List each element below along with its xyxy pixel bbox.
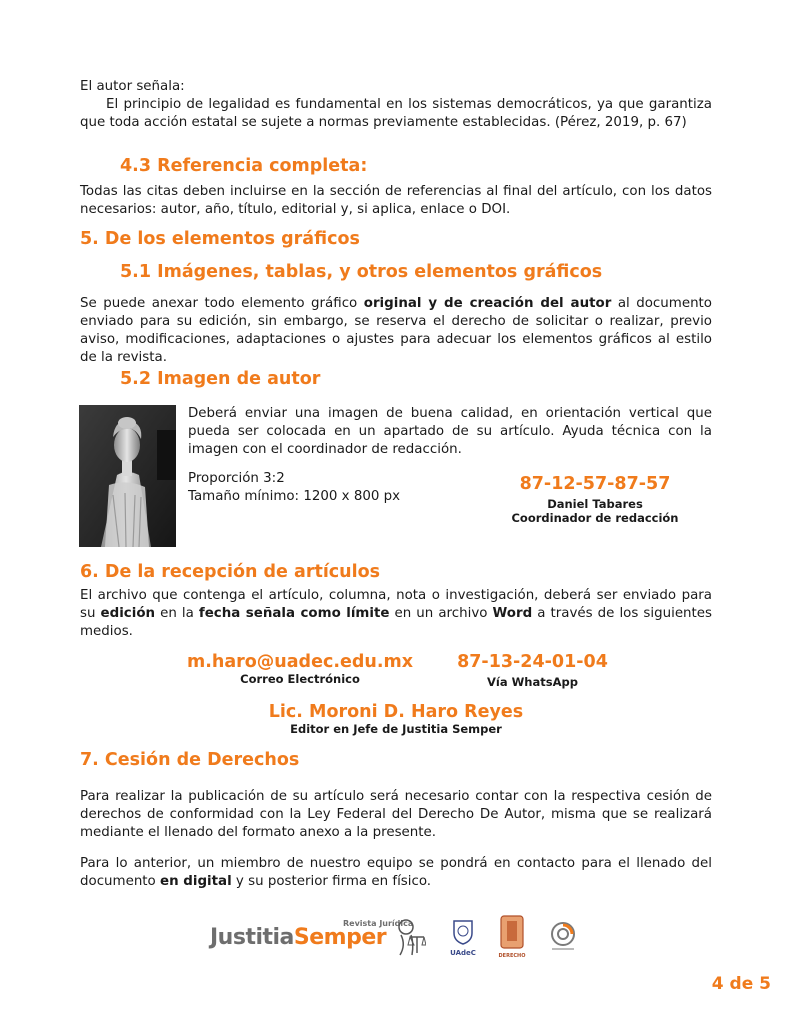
s7-paragraph-2 [80,855,712,891]
whatsapp-contact [440,652,625,689]
s6-body-b: en la [155,606,199,621]
heading-5-2: 5.2 Imagen de autor [120,369,321,389]
s7-p2-b: y su posterior firma en físico. [231,874,432,889]
intro-quote: El principio de legalidad es fundamental en los sistemas democráticos, ya que garantiza que toda acción estatal se sujete a normas previamente establecidas. (Pérez, 2019, p. 67) [80,97,712,130]
justitia-semper-logo [210,925,386,950]
institute-logo-icon [548,921,578,953]
s6-bold-edicion: edición [100,606,156,621]
editor-contact [246,702,546,736]
email-label: Correo Electrónico [240,672,360,686]
coordinator-name: Daniel Tabares [547,497,643,511]
intro-lead: El autor señala: [80,79,185,94]
coordinator-contact [490,474,700,525]
s43-body: Todas las citas deben incluirse en la sección de referencias al final del artículo, con los datos necesarios: autor, año, título, editorial y, si aplica, enlace o DOI. [80,184,712,217]
uadec-label: UAdeC [450,949,476,957]
s5-body-a: Se puede anexar todo elemento gráfico [80,296,364,311]
s6-body-c: en un archivo [389,606,493,621]
min-size-text: Tamaño mínimo: 1200 x 800 px [188,489,401,504]
derecho-crest-icon [500,915,524,949]
coordinator-role: Coordinador de redacción [511,511,679,525]
s6-bold-word: Word [492,606,533,621]
page-number: 4 de 5 [711,974,771,994]
s6-body [80,587,712,641]
heading-4-3: 4.3 Referencia completa: [120,156,368,176]
s5-body-b: al documento enviado para su edición, sin embargo, se reserva el derecho de solicitar o realizar, previo aviso, modificaciones, adaptaciones o ajustes para adecuar los elementos gráficos al estilo de la revista. [80,296,712,365]
email-address[interactable]: m.haro@uadec.edu.mx [186,652,413,672]
heading-7: 7. Cesión de Derechos [80,750,300,770]
uadec-shield-icon [452,919,474,945]
editor-role: Editor en Jefe de Justitia Semper [290,722,502,736]
heading-5-1: 5.1 Imágenes, tablas, y otros elementos gráficos [120,262,603,282]
logo-justitia: Justitia [210,925,294,950]
themis-logo-icon [396,917,426,957]
s6-body-a: El archivo que contenga el artículo, columna, nota o investigación, deberá ser enviado para su [80,588,712,621]
logo-subtitle: Revista Jurídica [343,919,414,928]
s7-p2-bold: en digital [160,874,232,889]
s5-body [80,295,712,367]
editor-name: Lic. Moroni D. Haro Reyes [268,702,524,722]
image-instructions: Deberá enviar una imagen de buena calidad, en orientación vertical que pueda ser colocada en un apartado de su artículo. Ayuda técnica con la imagen con el coordinador de redacción. [188,406,712,457]
statue-image [79,405,176,547]
whatsapp-label: Vía WhatsApp [487,675,578,689]
footer-logos [210,915,580,970]
s7-p2-a: Para lo anterior, un miembro de nuestro equipo se pondrá en contacto para el llenado del documento [80,856,712,889]
heading-6: 6. De la recepción de artículos [80,562,381,582]
whatsapp-number: 87-13-24-01-04 [457,652,608,672]
s7-paragraph-1: Para realizar la publicación de su artículo será necesario contar con la respectiva cesión de derechos de conformidad con la Ley Federal del Derecho De Autor, misma que se realizará mediante el llenado del formato anexo a la presente. [80,789,712,840]
email-contact [180,652,420,686]
s6-bold-fecha: fecha señala como límite [198,606,390,621]
proportion-text: Proporción 3:2 [188,471,285,486]
s6-body-d: a través de los siguientes medios. [80,606,713,639]
heading-5: 5. De los elementos gráficos [80,229,360,249]
derecho-logo [497,915,527,959]
derecho-label: DERECHO [498,953,526,959]
uadec-logo [450,919,476,957]
coordinator-phone: 87-12-57-87-57 [519,474,671,494]
logo-semper: Semper [293,925,387,950]
s5-body-bold: original y de creación del autor [363,296,612,311]
